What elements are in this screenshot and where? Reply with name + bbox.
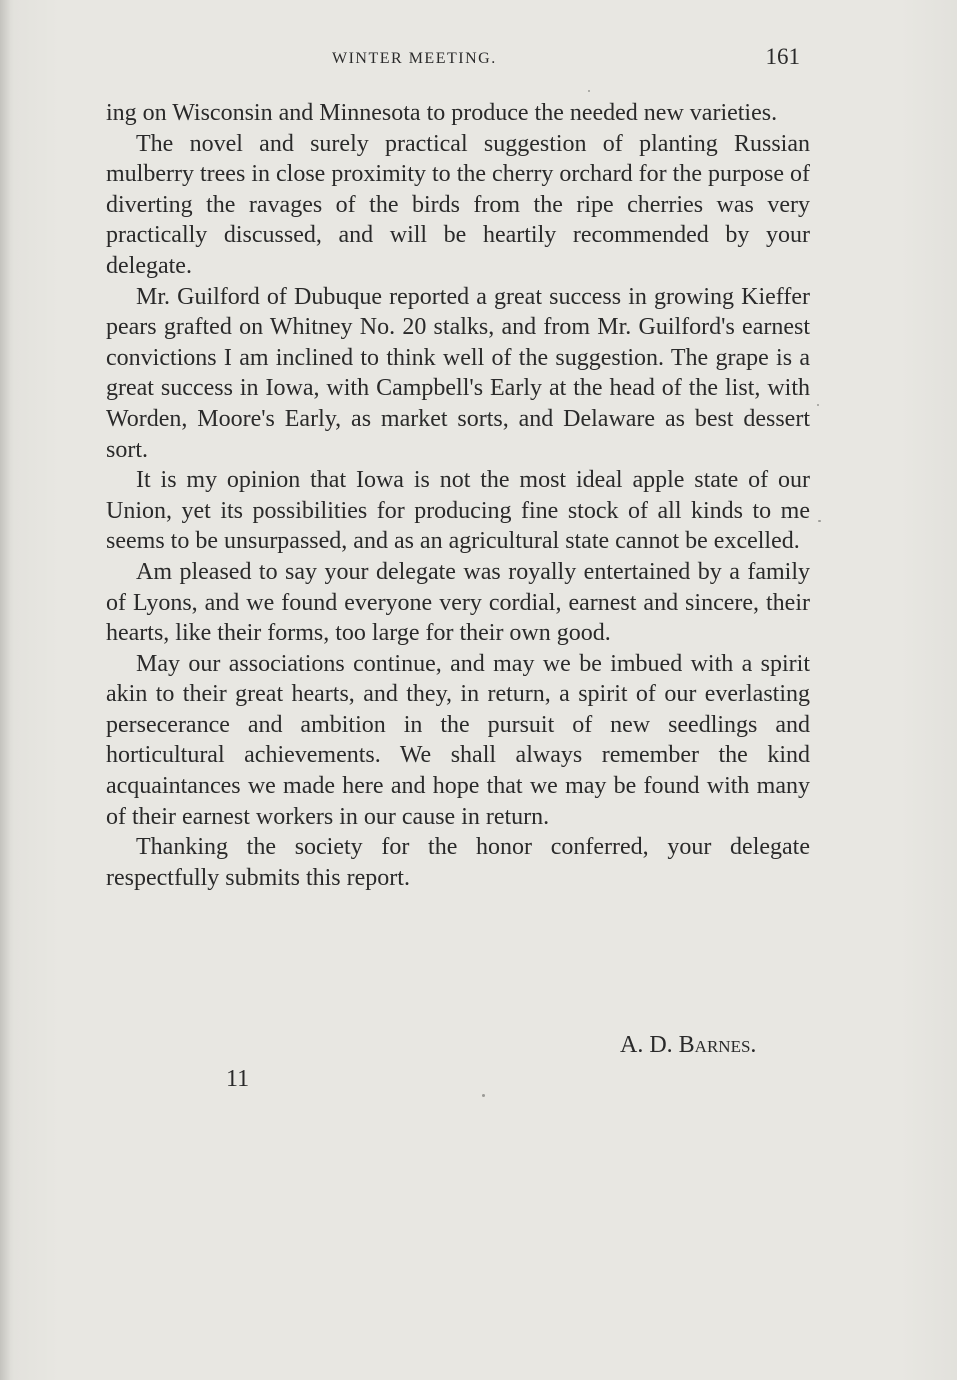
paragraph-entertained: Am pleased to say your delegate was royally entertained by a family of Lyons, and we found everyone very cordial, earnest and sincere, their hearts, like their forms, too large for their own good. xyxy=(106,558,810,647)
paragraph-pears-grapes: Mr. Guilford of Dubuque reported a great success in growing Kieffer pears grafted on Whitney No. 20 stalks, and from Mr. Guilford's earnest convictions I am inclined to think well of the suggestion. The grape is a great success in Iowa, with Campbell's Early at the head of the list, with Worden, Moore's Early, as market sorts, and Delaware as best dessert sort. xyxy=(106,283,810,463)
paragraph-thanks: Thanking the society for the honor conferred, your delegate respectfully submits this report. xyxy=(106,834,810,891)
paper-speck xyxy=(817,404,819,406)
paragraph-apple-state: It is my opinion that Iowa is not the most ideal apple state of our Union, yet its possibilities for producing fine stock of all kinds to me seems to be unsurpassed, and as an agricultural state cannot be excelled. xyxy=(106,467,810,555)
page-binding-edge xyxy=(0,0,10,1380)
running-header xyxy=(106,44,806,78)
running-title: WINTER MEETING. xyxy=(332,50,497,67)
paper-speck xyxy=(482,1094,485,1097)
signature xyxy=(620,1030,756,1060)
paper-speck xyxy=(818,520,821,522)
paragraph-mulberry: The novel and surely practical suggestion of planting Russian mulberry trees in close proximity to the cherry orchard for the purpose of diverting the ravages of the birds from the ripe cherries was very practically discussed, and will be heartily recommended by your delegate. xyxy=(106,130,810,279)
page-number: 161 xyxy=(765,44,800,69)
printer-signature-mark: 11 xyxy=(226,1066,250,1092)
body-text xyxy=(106,98,810,893)
paragraph-associations: May our associations continue, and may we be imbued with a spirit akin to their great hearts, and they, in return, a spirit of our everlasting persecerance and ambition in the pursuit of new seedlings and horticultural achievements. We shall always remember the kind acquaintances we made here and hope that we may be found with many of their earnest workers in our cause in return. xyxy=(106,650,810,830)
signature-surname: Barnes. xyxy=(678,1032,757,1058)
paragraph-continued: ing on Wisconsin and Minnesota to produce the needed new varieties. xyxy=(106,100,778,126)
signature-initials: A. D. xyxy=(620,1032,673,1058)
paper-speck xyxy=(588,90,590,92)
